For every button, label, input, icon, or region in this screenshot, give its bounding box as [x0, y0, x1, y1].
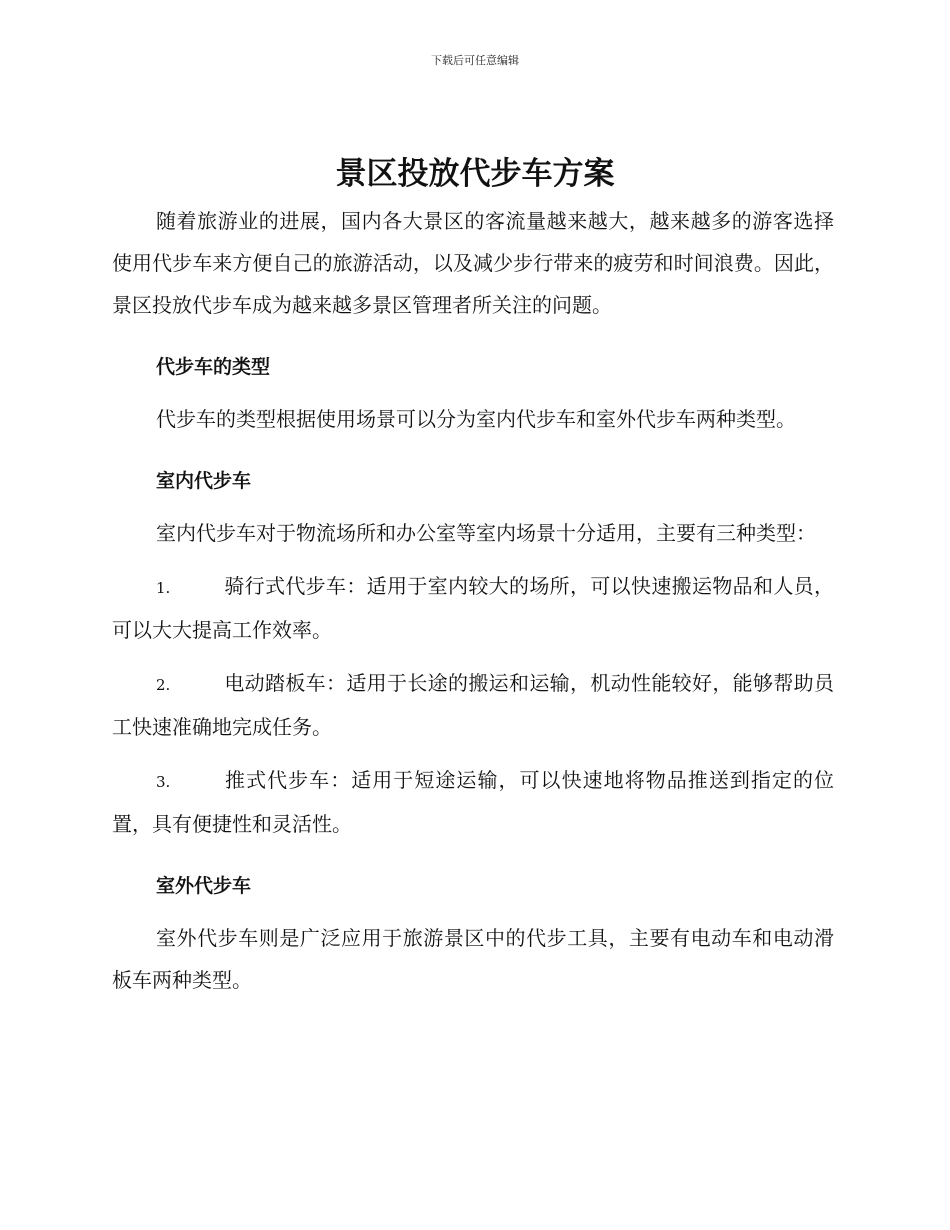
section-heading-indoor: 室内代步车	[156, 470, 252, 492]
list-number: 3.	[156, 773, 171, 791]
section-heading-vehicle-types: 代步车的类型	[156, 356, 271, 378]
list-number: 1.	[156, 579, 171, 597]
section-heading-outdoor: 室外代步车	[156, 875, 252, 897]
section-paragraph-vehicle-types: 代步车的类型根据使用场景可以分为室内代步车和室外代步车两种类型。	[156, 407, 796, 431]
intro-paragraph: 随着旅游业的进展，国内各大景区的客流量越来越大，越来越多的游客选择使用代步车来方便自己的旅游活动，以及减少步行带来的疲劳和时间浪费。因此，景区投放代步车成为越来越多景区管理者所关注的问题。	[112, 209, 834, 317]
section-paragraph-indoor: 室内代步车对于物流场所和办公室等室内场景十分适用，主要有三种类型：	[156, 521, 816, 545]
list-item	[112, 662, 834, 748]
list-item-text: 骑行式代步车：适用于室内较大的场所，可以快速搬运物品和人员，可以大大提高工作效率。	[112, 574, 834, 642]
document-title: 景区投放代步车方案	[335, 156, 615, 192]
list-number: 2.	[156, 676, 171, 694]
document-body	[112, 200, 834, 1001]
list-item	[112, 565, 834, 651]
list-item-text: 推式代步车：适用于短途运输，可以快速地将物品推送到指定的位置，具有便捷性和灵活性。	[112, 768, 834, 836]
list-item	[112, 759, 834, 845]
header-note: 下载后可任意编辑	[431, 54, 519, 67]
list-item-text: 电动踏板车：适用于长途的搬运和运输，机动性能较好，能够帮助员工快速准确地完成任务。	[112, 671, 834, 739]
section-paragraph-outdoor: 室外代步车则是广泛应用于旅游景区中的代步工具，主要有电动车和电动滑板车两种类型。	[112, 926, 834, 992]
